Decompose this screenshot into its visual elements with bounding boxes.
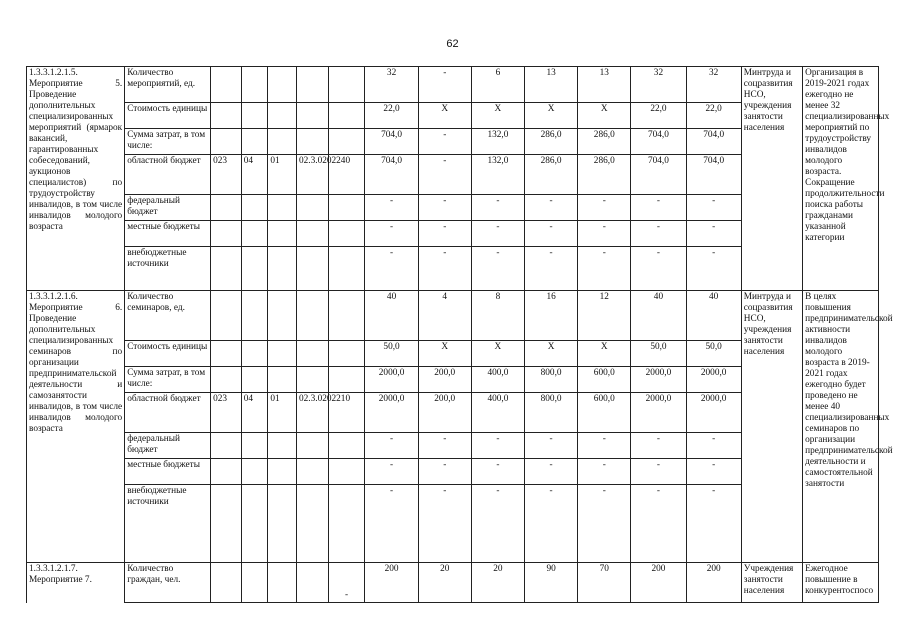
value-cell: 286,0: [578, 155, 631, 195]
indicator-label-cell: внебюджетные источники: [125, 247, 211, 291]
grbs-code-cell: [211, 67, 242, 103]
csr-code-cell: [296, 103, 328, 129]
value-cell: X: [418, 103, 471, 129]
indicator-label-cell: Количество граждан, чел.: [125, 563, 211, 603]
value-cell: -: [686, 195, 741, 221]
vr-code-cell: [328, 195, 365, 221]
page-number: 62: [446, 38, 459, 50]
rz-code-cell: [241, 291, 268, 341]
value-cell: -: [631, 221, 686, 247]
pr-code-cell: [268, 485, 297, 563]
value-cell: 8: [471, 291, 524, 341]
value-cell: 16: [525, 291, 578, 341]
executor-cell: Минтруда и соцразвития НСО, учреждения занятости населения: [741, 291, 802, 563]
pr-code-cell: [268, 563, 297, 603]
value-cell: -: [418, 485, 471, 563]
value-cell: 2000,0: [365, 393, 418, 433]
value-cell: 132,0: [471, 129, 524, 155]
indicator-label-cell: Стоимость единицы: [125, 341, 211, 367]
value-cell: 286,0: [578, 129, 631, 155]
rz-code-cell: [241, 341, 268, 367]
value-cell: 22,0: [631, 103, 686, 129]
indicator-label-cell: Количество мероприятий, ед.: [125, 67, 211, 103]
pr-code-cell: [268, 103, 297, 129]
pr-code-cell: [268, 291, 297, 341]
value-cell: -: [471, 221, 524, 247]
expected-result-cell: В целях повышения предпринимательской активности инвалидов молодого возраста в 2019-2021 годах ежегодно будет проведено не менее 40 специализированных семинаров по организации предпринимательской деятельности и самостоятельной занятости: [803, 291, 879, 563]
grbs-code-cell: [211, 103, 242, 129]
value-cell: 2000,0: [686, 367, 741, 393]
value-cell: -: [418, 247, 471, 291]
grbs-code-cell: [211, 485, 242, 563]
pr-code-cell: [268, 129, 297, 155]
rz-code-cell: [241, 67, 268, 103]
pr-code-cell: [268, 247, 297, 291]
indicator-label-cell: местные бюджеты: [125, 221, 211, 247]
grbs-code-cell: [211, 221, 242, 247]
csr-code-cell: [296, 341, 328, 367]
value-cell: -: [471, 195, 524, 221]
value-cell: 50,0: [365, 341, 418, 367]
value-cell: 6: [471, 67, 524, 103]
value-cell: -: [418, 129, 471, 155]
value-cell: -: [631, 459, 686, 485]
pr-code-cell: 01: [268, 393, 297, 433]
csr-code-cell: [296, 433, 328, 459]
table-row: [27, 67, 879, 103]
value-cell: -: [418, 195, 471, 221]
value-cell: 704,0: [631, 155, 686, 195]
value-cell: 132,0: [471, 155, 524, 195]
value-cell: 704,0: [686, 129, 741, 155]
value-cell: 286,0: [525, 129, 578, 155]
rz-code-cell: [241, 485, 268, 563]
rz-code-cell: [241, 459, 268, 485]
value-cell: 2000,0: [365, 367, 418, 393]
value-cell: -: [365, 221, 418, 247]
table-row: [27, 563, 879, 603]
value-cell: -: [525, 221, 578, 247]
value-cell: -: [471, 247, 524, 291]
value-cell: -: [578, 221, 631, 247]
rz-code-cell: [241, 103, 268, 129]
value-cell: -: [686, 485, 741, 563]
grbs-code-cell: [211, 367, 242, 393]
pr-code-cell: [268, 195, 297, 221]
value-cell: 704,0: [631, 129, 686, 155]
csr-code-cell: 02.3.0202240: [296, 155, 328, 195]
value-cell: X: [578, 103, 631, 129]
pr-code-cell: [268, 433, 297, 459]
value-cell: -: [418, 155, 471, 195]
value-cell: -: [631, 433, 686, 459]
indicator-label-cell: Сумма затрат, в том числе:: [125, 367, 211, 393]
rz-code-cell: [241, 247, 268, 291]
grbs-code-cell: [211, 247, 242, 291]
indicator-label-cell: областной бюджет: [125, 155, 211, 195]
executor-cell: Учреждения занятости населения: [741, 563, 802, 603]
measure-title-cell: 1.3.3.1.2.1.5. Мероприятие 5. Проведение дополнительных специализированных мероприятий (ярмарок вакансий, гарантированных собеседований, аукционов специалистов) по трудоустройству инвалидов, в том числе инвалидов молодого возраста: [27, 67, 125, 291]
value-cell: 13: [525, 67, 578, 103]
vr-code-cell: -: [328, 563, 365, 603]
rz-code-cell: [241, 195, 268, 221]
vr-code-cell: [328, 103, 365, 129]
indicator-label-cell: областной бюджет: [125, 393, 211, 433]
value-cell: -: [365, 195, 418, 221]
table-row: [27, 291, 879, 341]
value-cell: -: [418, 459, 471, 485]
value-cell: 800,0: [525, 393, 578, 433]
vr-code-cell: [328, 221, 365, 247]
value-cell: 400,0: [471, 367, 524, 393]
csr-code-cell: 02.3.0202210: [296, 393, 328, 433]
value-cell: 200,0: [418, 367, 471, 393]
value-cell: -: [365, 459, 418, 485]
value-cell: 704,0: [686, 155, 741, 195]
pr-code-cell: [268, 67, 297, 103]
value-cell: X: [525, 341, 578, 367]
csr-code-cell: [296, 247, 328, 291]
value-cell: 20: [418, 563, 471, 603]
csr-code-cell: [296, 291, 328, 341]
rz-code-cell: 04: [241, 155, 268, 195]
indicator-label-cell: внебюджетные источники: [125, 485, 211, 563]
csr-code-cell: [296, 195, 328, 221]
grbs-code-cell: 023: [211, 393, 242, 433]
value-cell: 2000,0: [631, 367, 686, 393]
value-cell: -: [365, 433, 418, 459]
grbs-code-cell: [211, 563, 242, 603]
indicator-label-cell: федеральный бюджет: [125, 433, 211, 459]
pr-code-cell: [268, 221, 297, 247]
value-cell: -: [471, 433, 524, 459]
value-cell: 704,0: [365, 129, 418, 155]
value-cell: 12: [578, 291, 631, 341]
value-cell: 70: [578, 563, 631, 603]
value-cell: -: [525, 459, 578, 485]
value-cell: 2000,0: [686, 393, 741, 433]
csr-code-cell: [296, 563, 328, 603]
vr-code-cell: [328, 291, 365, 341]
rz-code-cell: 04: [241, 393, 268, 433]
value-cell: -: [418, 67, 471, 103]
value-cell: 704,0: [365, 155, 418, 195]
value-cell: -: [471, 485, 524, 563]
value-cell: 32: [365, 67, 418, 103]
vr-code-cell: [328, 459, 365, 485]
csr-code-cell: [296, 129, 328, 155]
value-cell: -: [686, 433, 741, 459]
value-cell: -: [525, 195, 578, 221]
pr-code-cell: [268, 459, 297, 485]
pr-code-cell: 01: [268, 155, 297, 195]
value-cell: -: [525, 485, 578, 563]
value-cell: 32: [686, 67, 741, 103]
value-cell: 4: [418, 291, 471, 341]
executor-cell: Минтруда и соцразвития НСО, учреждения занятости населения: [741, 67, 802, 291]
value-cell: 40: [365, 291, 418, 341]
expected-result-cell: Организация в 2019-2021 годах ежегодно не менее 32 специализированных мероприятий по трудоустройству инвалидов молодого возраста. Сокращение продолжительности поиска работы гражданами указанной категории: [803, 67, 879, 291]
value-cell: -: [578, 459, 631, 485]
csr-code-cell: [296, 485, 328, 563]
value-cell: 400,0: [471, 393, 524, 433]
vr-code-cell: [328, 485, 365, 563]
value-cell: -: [578, 433, 631, 459]
value-cell: -: [418, 433, 471, 459]
csr-code-cell: [296, 221, 328, 247]
rz-code-cell: [241, 433, 268, 459]
value-cell: 2000,0: [631, 393, 686, 433]
value-cell: -: [365, 485, 418, 563]
vr-code-cell: [328, 67, 365, 103]
value-cell: -: [418, 221, 471, 247]
value-cell: -: [365, 247, 418, 291]
vr-code-cell: [328, 247, 365, 291]
vr-code-cell: [328, 433, 365, 459]
value-cell: 200: [631, 563, 686, 603]
vr-code-cell: [328, 341, 365, 367]
value-cell: 22,0: [365, 103, 418, 129]
value-cell: 600,0: [578, 367, 631, 393]
indicator-label-cell: Количество семинаров, ед.: [125, 291, 211, 341]
value-cell: 286,0: [525, 155, 578, 195]
value-cell: -: [471, 459, 524, 485]
value-cell: -: [525, 247, 578, 291]
value-cell: 90: [525, 563, 578, 603]
vr-code-cell: [328, 129, 365, 155]
value-cell: -: [578, 195, 631, 221]
value-cell: -: [631, 195, 686, 221]
measure-title-cell: 1.3.3.1.2.1.6. Мероприятие 6. Проведение дополнительных специализированных семинаров по организации предпринимательской деятельности и самозанятости инвалидов, в том числе инвалидов молодого возраста: [27, 291, 125, 563]
value-cell: -: [525, 433, 578, 459]
value-cell: X: [471, 103, 524, 129]
value-cell: 200: [686, 563, 741, 603]
value-cell: 40: [686, 291, 741, 341]
program-measures-table: [26, 66, 893, 603]
rz-code-cell: [241, 563, 268, 603]
indicator-label-cell: местные бюджеты: [125, 459, 211, 485]
grbs-code-cell: [211, 459, 242, 485]
value-cell: 600,0: [578, 393, 631, 433]
grbs-code-cell: [211, 433, 242, 459]
value-cell: 50,0: [631, 341, 686, 367]
pr-code-cell: [268, 367, 297, 393]
value-cell: X: [525, 103, 578, 129]
csr-code-cell: [296, 459, 328, 485]
pr-code-cell: [268, 341, 297, 367]
value-cell: 22,0: [686, 103, 741, 129]
value-cell: -: [631, 247, 686, 291]
value-cell: X: [471, 341, 524, 367]
grbs-code-cell: [211, 195, 242, 221]
value-cell: 40: [631, 291, 686, 341]
rz-code-cell: [241, 129, 268, 155]
measure-title-cell: 1.3.3.1.2.1.7. Мероприятие 7.: [27, 563, 125, 603]
indicator-label-cell: Сумма затрат, в том числе:: [125, 129, 211, 155]
grbs-code-cell: [211, 291, 242, 341]
value-cell: -: [578, 247, 631, 291]
indicator-label-cell: Стоимость единицы: [125, 103, 211, 129]
value-cell: 32: [631, 67, 686, 103]
value-cell: -: [686, 459, 741, 485]
rz-code-cell: [241, 221, 268, 247]
value-cell: X: [578, 341, 631, 367]
value-cell: -: [631, 485, 686, 563]
value-cell: X: [418, 341, 471, 367]
vr-code-cell: [328, 367, 365, 393]
value-cell: -: [686, 247, 741, 291]
value-cell: -: [686, 221, 741, 247]
csr-code-cell: [296, 367, 328, 393]
value-cell: 200,0: [418, 393, 471, 433]
grbs-code-cell: [211, 129, 242, 155]
value-cell: 13: [578, 67, 631, 103]
grbs-code-cell: [211, 341, 242, 367]
value-cell: 20: [471, 563, 524, 603]
rz-code-cell: [241, 367, 268, 393]
value-cell: 200: [365, 563, 418, 603]
csr-code-cell: [296, 67, 328, 103]
indicator-label-cell: федеральный бюджет: [125, 195, 211, 221]
value-cell: 800,0: [525, 367, 578, 393]
grbs-code-cell: 023: [211, 155, 242, 195]
value-cell: 50,0: [686, 341, 741, 367]
expected-result-cell: Ежегодное повышение в конкурентоспосо: [803, 563, 879, 603]
value-cell: -: [578, 485, 631, 563]
